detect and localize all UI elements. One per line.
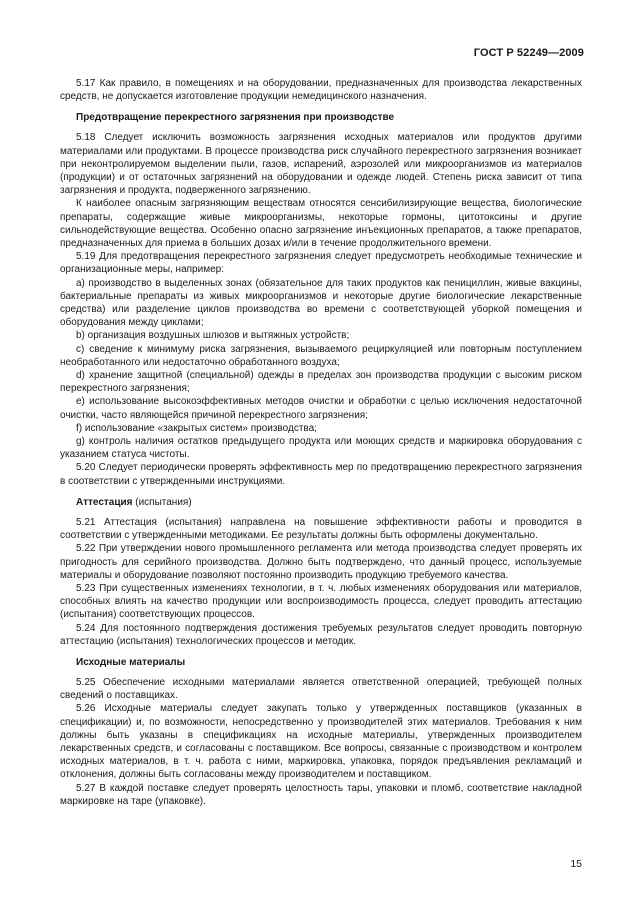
list-item-c: c) сведение к минимуму риска загрязнения, вызываемого рециркуляцией или повторным поступлением необработанного или недостаточно обработанного воздуха;	[60, 343, 582, 368]
list-item-f: f) использование «закрытых систем» производства;	[76, 422, 317, 434]
paragraph-5-25: 5.25 Обеспечение исходными материалами является ответственной операцией, требующей полных сведений о поставщиках.	[60, 676, 582, 702]
paragraph-5-18-continued: К наиболее опасным загрязняющим веществам относятся сенсибилизирующие вещества, биологические препараты, содержащие живые микроорганизмы, некоторые гормоны, цитотоксины и другие сильнодействующие вещества. Особенно опасно загрязнение инъекционных препаратов, а также препаратов, предназначенных для приема в больших дозах и/или в течение продолжительного времени.	[60, 198, 582, 250]
paragraph-5-21: 5.21 Аттестация (испытания) направлена на повышение эффективности работы и проводится в соответствии с утвержденными методиками. Ее результаты должны быть оформлены документально.	[60, 516, 582, 542]
paragraph-5-22: 5.22 При утверждении нового промышленного регламента или метода производства следует проверять их пригодность для серийного производства. Должно быть подтверждено, что данный процесс, используемые материалы и оборудование позволяют постоянно производить продукцию требуемого качества.	[60, 543, 582, 581]
paragraph-5-19: 5.19 Для предотвращения перекрестного загрязнения следует предусмотреть необходимые технические и организационные меры, например:	[60, 251, 582, 276]
attestation-heading-bold: Аттестация	[76, 496, 133, 508]
list-item-g: g) контроль наличия остатков предыдущего продукта или моющих средств и маркировка оборудования с указанием статуса чистоты.	[60, 436, 582, 461]
paragraph-5-18: 5.18 Следует исключить возможность загрязнения исходных материалов или продуктов другими материалами или продуктами. В процессе производства риск случайного перекрестного загрязнения возникает при неконтролируемом выделении пыли, газов, испарений, аэрозолей или микроорганизмов из материалов (продукции) и от остаточных загрязнений на оборудовании и одежде людей. Степень риска зависит от типа загрязнения и продукта, подверженного загрязнению.	[60, 132, 582, 197]
list-item-b: b) организация воздушных шлюзов и вытяжных устройств;	[76, 330, 350, 342]
paragraph-5-27: 5.27 В каждой поставке следует проверять целостность тары, упаковки и пломб, соответствие накладной маркировке на таре (упаковке).	[60, 782, 582, 807]
list-item-a: а) производство в выделенных зонах (обязательное для таких продуктов как пенициллин, живые вакцины, бактериальные препараты из живых микроорганизмов и некоторые другие биологические лекарственные средства) или разделение циклов производства во времени с соответствующей уборкой помещения и оборудования между циклами;	[60, 277, 582, 329]
list-item-e: e) использование высокоэффективных методов очистки и обработки с целью исключения недостаточной очистки, часто являющейся причиной перекрестного загрязнения;	[60, 396, 582, 421]
attestation-heading-note: (испытания)	[132, 496, 192, 508]
standard-header: ГОСТ Р 52249—2009	[473, 47, 584, 59]
list-item-d: d) хранение защитной (специальной) одежды в пределах зон производства продукции с высоким риском перекрестного загрязнения;	[60, 370, 582, 395]
page-number: 15	[570, 858, 582, 870]
section-heading-attestation	[60, 496, 582, 509]
section-heading-cross-contamination: Предотвращение перекрестного загрязнения при производстве	[76, 112, 395, 124]
document-body	[60, 77, 582, 808]
paragraph-5-23: 5.23 При существенных изменениях технологии, в т. ч. любых изменениях оборудования или материалов, способных влиять на качество продукции или воспроизводимость процесса, следует проводить аттестацию (испытания) соответствующих процессов.	[60, 582, 582, 621]
section-heading-raw-materials: Исходные материалы	[76, 656, 186, 668]
paragraph-5-26: 5.26 Исходные материалы следует закупать только у утвержденных поставщиков (указанных в спецификации) и, по возможности, непосредственно у производителей этих материалов. Требования к ним должны быть указаны в спецификациях на исходные материалы, утвержденных производителем лекарственных средств, и согласованы с поставщиком. Все вопросы, связанные с производством и контролем исходных материалов, в т. ч. работа с ними, маркировка, упаковка, порядок предъявления рекламаций и отклонения, должны быть согласованы между производителем и поставщиком.	[60, 703, 582, 781]
paragraph-5-17: 5.17 Как правило, в помещениях и на оборудовании, предназначенных для производства лекарственных средств, не допускается изготовление продукции немедицинского назначения.	[60, 78, 582, 103]
paragraph-5-20: 5.20 Следует периодически проверять эффективность мер по предотвращению перекрестного загрязнения в соответствии с утвержденными инструкциями.	[60, 462, 582, 487]
paragraph-5-24: 5.24 Для постоянного подтверждения достижения требуемых результатов следует проводить повторную аттестацию (испытания) технологических процессов и методик.	[60, 622, 582, 647]
